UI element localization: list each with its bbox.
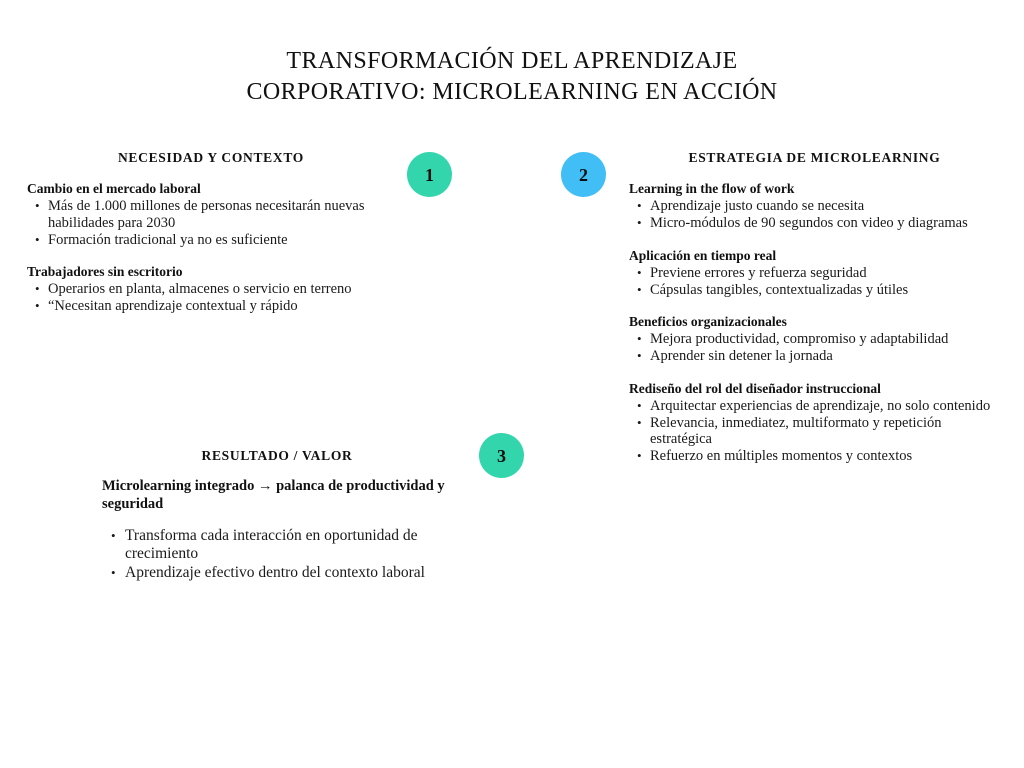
bullet-list: [629, 265, 1001, 299]
page-title: [0, 46, 1024, 108]
bullet-list: [629, 198, 1001, 232]
bullet-item: • Transforma cada interacción en oportunidad de crecimiento: [102, 527, 470, 563]
content-group: [27, 263, 399, 315]
column-estrategia-de-microlearning: [629, 180, 1001, 465]
content-group: [629, 247, 1001, 299]
bullet-item: • Operarios en planta, almacenes o servicio en terreno: [27, 281, 399, 298]
group-title: Microlearning integrado → palanca de productividad y seguridad: [102, 478, 445, 512]
group-title: Learning in the flow of work: [629, 181, 795, 196]
step-badge-3-number: 3: [497, 445, 506, 466]
bullet-item: • Aprendizaje efectivo dentro del contexto laboral: [102, 564, 470, 582]
content-group: [629, 380, 1001, 465]
bullet-list: [27, 281, 399, 315]
bullet-item: • “Necesitan aprendizaje contextual y rápido: [27, 298, 399, 315]
column-resultado-valor: [102, 478, 470, 583]
bullet-item: • Refuerzo en múltiples momentos y contextos: [629, 448, 1001, 465]
bullet-item: • Previene errores y refuerza seguridad: [629, 265, 1001, 282]
bullet-list: [102, 527, 470, 582]
column-necesidad-y-contexto: [27, 180, 399, 315]
bullet-item: • Formación tradicional ya no es suficiente: [27, 232, 399, 249]
step-badge-2-number: 2: [579, 164, 588, 185]
page-title-line-2: CORPORATIVO: MICROLEARNING EN ACCIÓN: [246, 79, 778, 106]
group-title: Cambio en el mercado laboral: [27, 181, 201, 196]
step-badge-3: [479, 433, 524, 478]
bullet-list: [629, 331, 1001, 365]
bullet-list: [27, 198, 399, 248]
section-header-estrategia-de-microlearning: ESTRATEGIA DE MICROLEARNING: [688, 150, 941, 165]
content-group: [27, 180, 399, 248]
bullet-item: • Aprendizaje justo cuando se necesita: [629, 198, 1001, 215]
content-group: [629, 180, 1001, 232]
step-badge-1: [407, 152, 452, 197]
section-header-necesidad-y-contexto: NECESIDAD Y CONTEXTO: [117, 150, 305, 165]
bullet-item: • Mejora productividad, compromiso y adaptabilidad: [629, 331, 1001, 348]
section-header-resultado-valor: RESULTADO / VALOR: [201, 448, 353, 463]
bullet-item: • Micro-módulos de 90 segundos con video y diagramas: [629, 215, 1001, 232]
step-badge-2: [561, 152, 606, 197]
step-badge-1-number: 1: [425, 164, 434, 185]
bullet-item: • Relevancia, inmediatez, multiformato y repetición estratégica: [629, 415, 1001, 448]
bullet-item: • Más de 1.000 millones de personas necesitarán nuevas habilidades para 2030: [27, 198, 399, 231]
content-group: [102, 478, 470, 582]
bullet-list: [629, 398, 1001, 465]
bullet-item: • Arquitectar experiencias de aprendizaje, no solo contenido: [629, 398, 1001, 415]
group-title: Rediseño del rol del diseñador instruccional: [629, 380, 881, 396]
bullet-item: • Cápsulas tangibles, contextualizadas y útiles: [629, 282, 1001, 299]
content-group: [629, 313, 1001, 365]
group-title: Trabajadores sin escritorio: [27, 264, 183, 279]
page-title-line-1: TRANSFORMACIÓN DEL APRENDIZAJE: [286, 48, 738, 75]
group-title: Beneficios organizacionales: [629, 314, 787, 329]
group-title: Aplicación en tiempo real: [629, 247, 777, 263]
bullet-item: • Aprender sin detener la jornada: [629, 348, 1001, 365]
